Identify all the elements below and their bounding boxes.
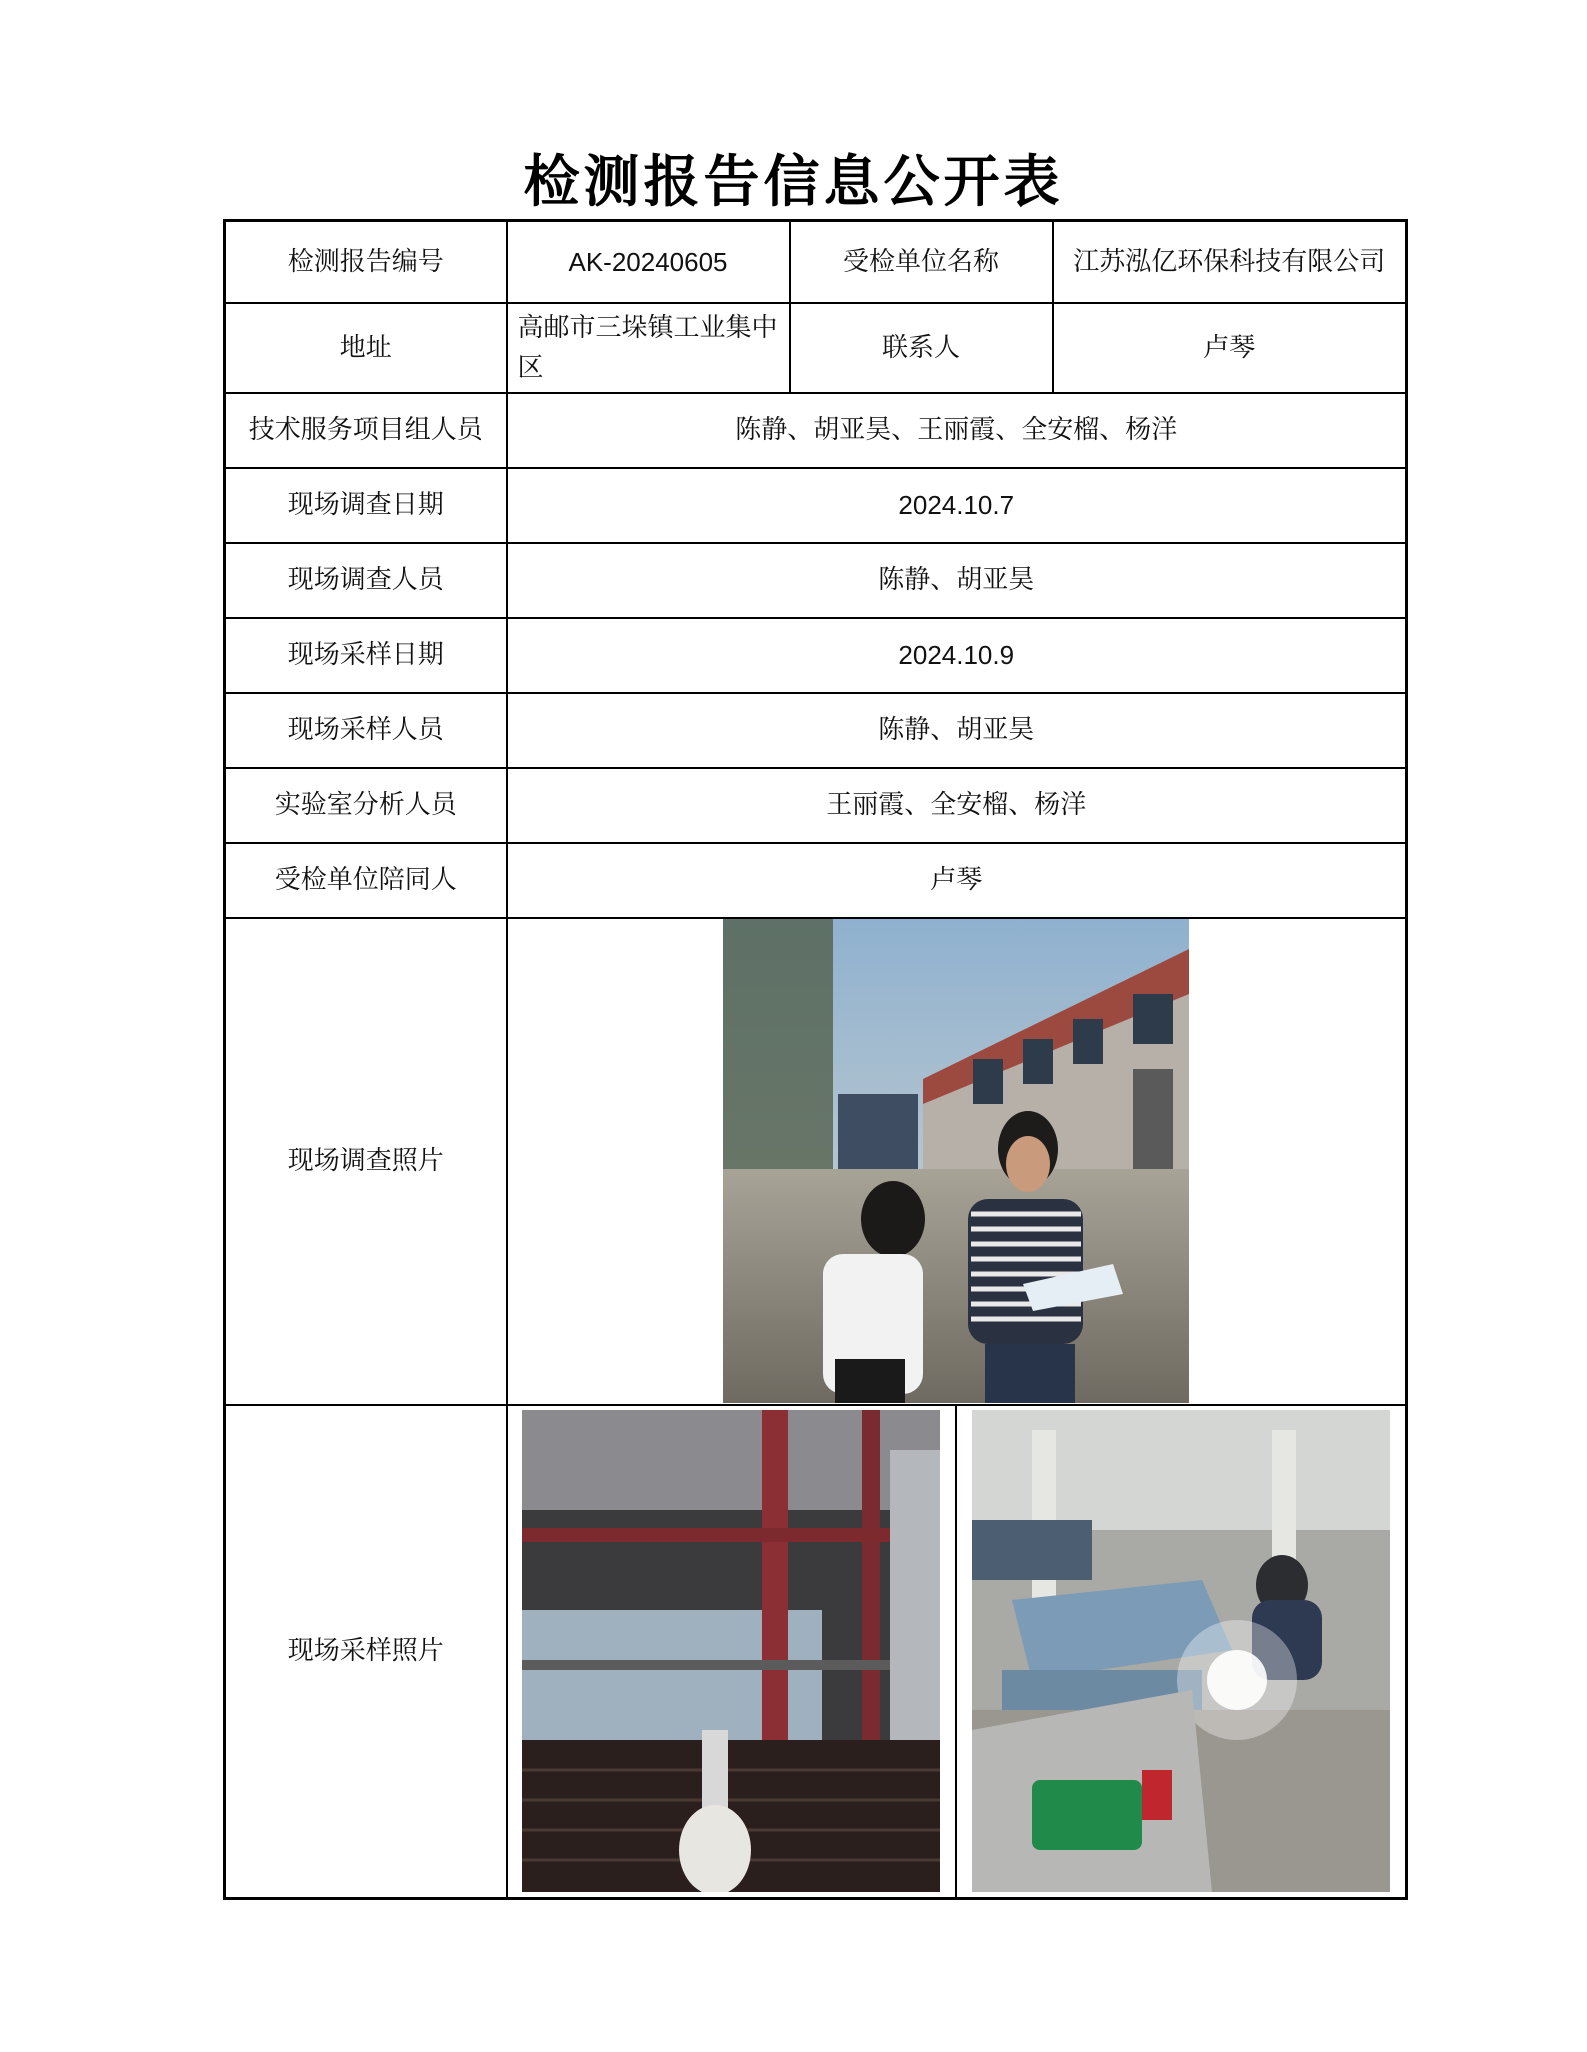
escort-label: 受检单位陪同人 — [225, 843, 507, 918]
sample-photo-cell — [507, 1405, 1407, 1899]
sample-staff-label: 现场采样人员 — [225, 693, 507, 768]
report-no-value: AK-20240605 — [507, 221, 790, 303]
sample-photo-left — [522, 1410, 940, 1892]
sample-staff-value: 陈静、胡亚昊 — [507, 693, 1407, 768]
lab-staff-label: 实验室分析人员 — [225, 768, 507, 843]
row-escort — [225, 843, 1407, 918]
sample-date-value: 2024.10.9 — [507, 618, 1407, 693]
team-value: 陈静、胡亚昊、王丽霞、全安榴、杨洋 — [507, 393, 1407, 468]
row-sample-photo — [225, 1405, 1407, 1899]
survey-photo — [723, 919, 1189, 1403]
address-label: 地址 — [225, 303, 507, 393]
sample-photo-right — [972, 1410, 1390, 1892]
sample-photo-label: 现场采样照片 — [225, 1405, 507, 1899]
report-no-label: 检测报告编号 — [225, 221, 507, 303]
unit-name-label: 受检单位名称 — [790, 221, 1053, 303]
sample-photo-left-wrap — [508, 1406, 956, 1897]
row-survey-staff — [225, 543, 1407, 618]
row-lab-staff — [225, 768, 1407, 843]
report-table — [223, 219, 1408, 1900]
survey-photo-cell — [507, 918, 1407, 1405]
address-value: 高邮市三垛镇工业集中区 — [507, 303, 790, 393]
sample-photo-pair — [508, 1406, 1406, 1897]
survey-staff-value: 陈静、胡亚昊 — [507, 543, 1407, 618]
row-survey-date — [225, 468, 1407, 543]
row-sample-date — [225, 618, 1407, 693]
team-label: 技术服务项目组人员 — [225, 393, 507, 468]
sample-photo-right-wrap — [955, 1406, 1405, 1897]
row-team — [225, 393, 1407, 468]
contact-value: 卢琴 — [1053, 303, 1407, 393]
survey-date-label: 现场调查日期 — [225, 468, 507, 543]
row-survey-photo — [225, 918, 1407, 1405]
escort-value: 卢琴 — [507, 843, 1407, 918]
survey-staff-label: 现场调查人员 — [225, 543, 507, 618]
lab-staff-value: 王丽霞、全安榴、杨洋 — [507, 768, 1407, 843]
contact-label: 联系人 — [790, 303, 1053, 393]
survey-date-value: 2024.10.7 — [507, 468, 1407, 543]
document-title: 检测报告信息公开表 — [523, 150, 1064, 215]
row-sample-staff — [225, 693, 1407, 768]
unit-name-value: 江苏泓亿环保科技有限公司 — [1053, 221, 1407, 303]
survey-photo-label: 现场调查照片 — [225, 918, 507, 1405]
sample-date-label: 现场采样日期 — [225, 618, 507, 693]
row-report-no — [225, 221, 1407, 303]
row-address — [225, 303, 1407, 393]
